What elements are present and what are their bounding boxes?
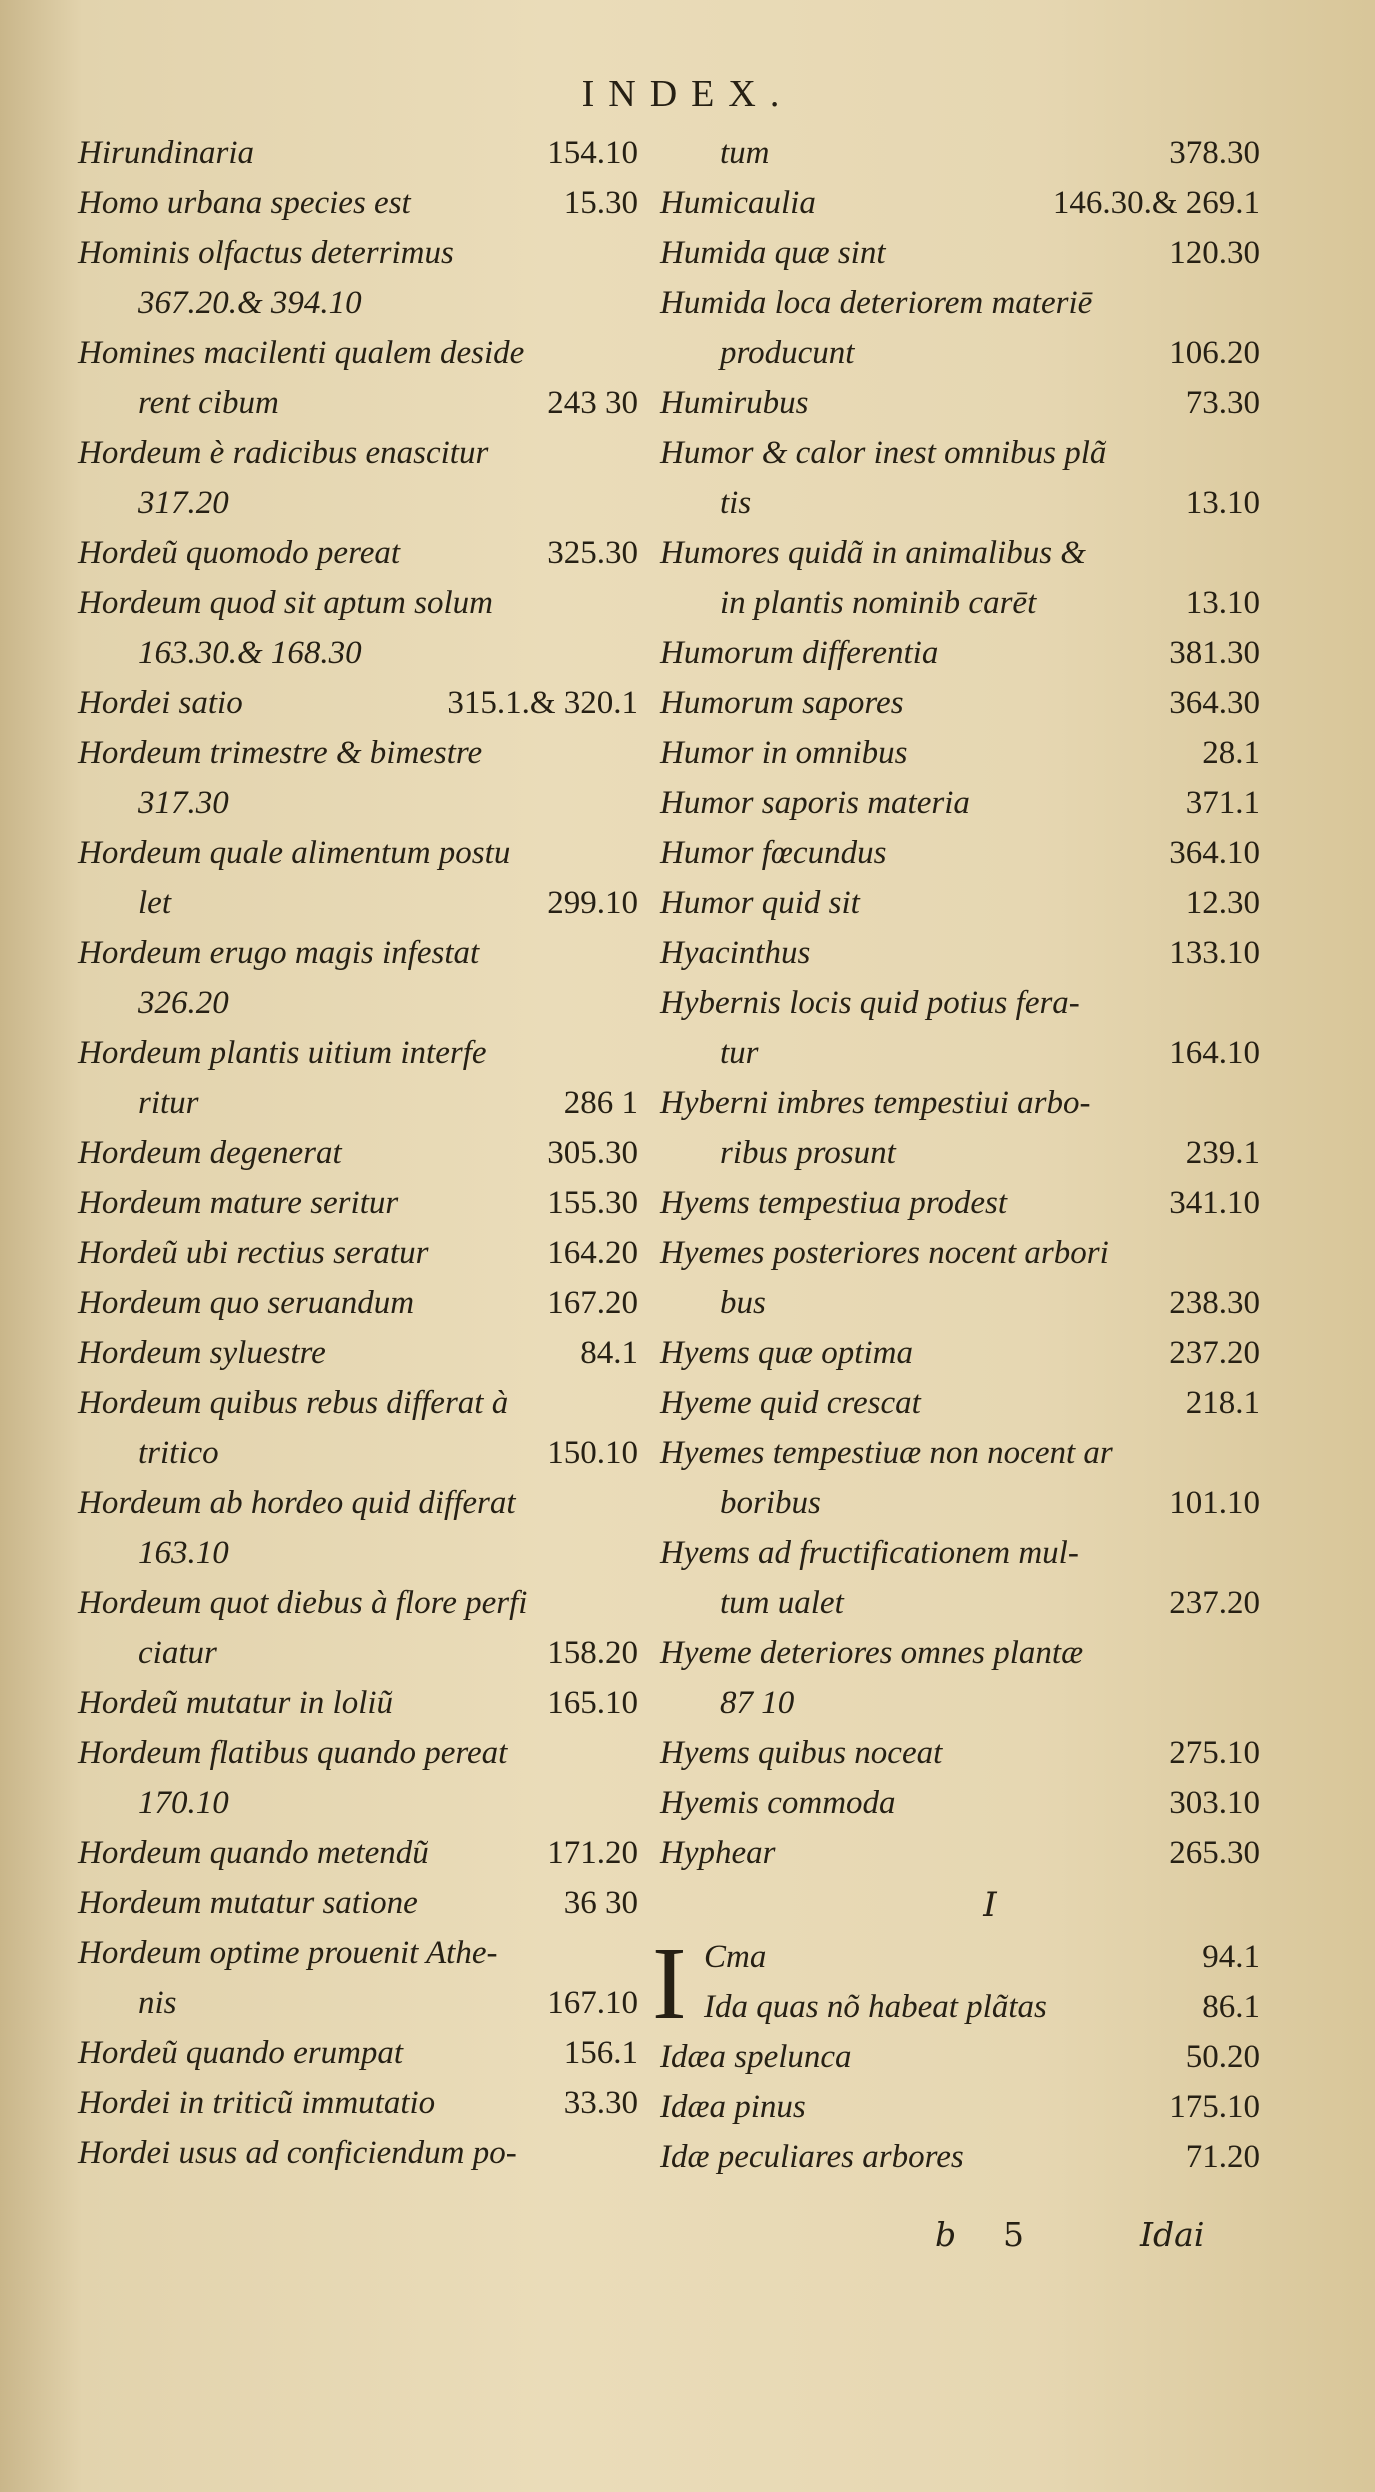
index-line — [660, 1428, 1260, 1478]
page-reference: 146.30.& 269.1 — [1052, 185, 1260, 221]
page-reference: 371.1 — [1185, 785, 1260, 821]
index-line — [78, 1578, 638, 1628]
index-line — [78, 278, 638, 328]
entry-text: Hyphear — [660, 1835, 776, 1871]
entry-text: Humor fœcundus — [660, 835, 887, 871]
index-line — [660, 2082, 1260, 2132]
page-reference: 275.10 — [1169, 1735, 1260, 1771]
page-reference: 156.1 — [563, 2035, 638, 2071]
index-line — [660, 2032, 1260, 2082]
entry-text: Humor in omnibus — [660, 735, 908, 771]
entry-text: Hyberni imbres tempestiui arbo- — [660, 1085, 1091, 1121]
entry-text: Hordeum erugo magis infestat — [78, 935, 480, 971]
page-reference: 154.10 — [547, 135, 638, 171]
right-column — [652, 128, 1260, 2182]
index-line — [660, 478, 1260, 528]
page-reference: 237.20 — [1169, 1585, 1260, 1621]
entry-text: Hordeum quando metendũ — [78, 1835, 429, 1871]
index-line — [78, 428, 638, 478]
index-line — [660, 178, 1260, 228]
index-line — [660, 278, 1260, 328]
page-reference: 381.30 — [1169, 635, 1260, 671]
page-reference: 218.1 — [1185, 1385, 1260, 1421]
entry-text: Hordeum quale alimentum postu — [78, 835, 511, 871]
entry-text: Humida loca deteriorem materiē — [660, 285, 1093, 321]
index-line — [78, 1978, 638, 2028]
entry-continuation: 163.10 — [138, 1535, 229, 1571]
signature-number: 5 — [1003, 2215, 1024, 2254]
entry-continuation: ciatur — [138, 1635, 217, 1671]
index-line — [660, 1078, 1260, 1128]
entry-text: Hordeum ab hordeo quid differat — [78, 1485, 516, 1521]
entry-text: Humorum sapores — [660, 685, 904, 721]
entry-text: Hordeũ mutatur in loliũ — [78, 1685, 394, 1721]
page-reference: 286 1 — [563, 1085, 638, 1121]
page-reference: 239.1 — [1185, 1135, 1260, 1171]
entry-text: Idæa spelunca — [660, 2039, 852, 2075]
page-reference: 299.10 — [547, 885, 638, 921]
index-line — [660, 1628, 1260, 1678]
index-line — [78, 1828, 638, 1878]
index-line — [660, 978, 1260, 1028]
entry-text: Hyemis commoda — [660, 1785, 896, 1821]
page-reference: 101.10 — [1169, 1485, 1260, 1521]
entry-text: Hordeum quibus rebus differat à — [78, 1385, 509, 1421]
page-reference: 315.1.& 320.1 — [447, 685, 638, 721]
page-reference: 175.10 — [1169, 2089, 1260, 2125]
entry-continuation: 163.30.& 168.30 — [138, 635, 362, 671]
entry-text: Humor saporis materia — [660, 785, 970, 821]
entry-text: Hyemes tempestiuæ non nocent ar — [660, 1435, 1113, 1471]
index-line — [660, 778, 1260, 828]
entry-text: Idæ peculiares arbores — [660, 2139, 964, 2175]
page-reference: 341.10 — [1169, 1185, 1260, 1221]
index-line — [78, 178, 638, 228]
entry-text: Hordeum è radicibus enascitur — [78, 435, 489, 471]
index-line — [78, 1528, 638, 1578]
entry-text: Hordeum syluestre — [78, 1335, 326, 1371]
entry-text: Hordeum plantis uitium interfe — [78, 1035, 487, 1071]
index-line — [78, 1178, 638, 1228]
entry-continuation: in plantis nominib carēt — [720, 585, 1037, 621]
index-line — [660, 1728, 1260, 1778]
index-line — [78, 478, 638, 528]
index-line — [78, 1778, 638, 1828]
entry-text: Hybernis locis quid potius fera- — [660, 985, 1080, 1021]
entry-text: Hyems ad fructificationem mul- — [660, 1535, 1079, 1571]
entry-continuation: 317.20 — [138, 485, 229, 521]
index-line — [660, 1778, 1260, 1828]
entry-text: Hordeum quod sit aptum solum — [78, 585, 493, 621]
page-reference: 50.20 — [1185, 2039, 1260, 2075]
page-reference: 364.10 — [1169, 835, 1260, 871]
entry-text: Hordeum quo seruandum — [78, 1285, 415, 1321]
entry-text: Humor quid sit — [660, 885, 860, 921]
entry-continuation: tum ualet — [720, 1585, 844, 1621]
index-line — [78, 1078, 638, 1128]
index-line — [78, 728, 638, 778]
page-header: INDEX. — [581, 73, 794, 115]
page-reference: 73.30 — [1185, 385, 1260, 421]
index-line — [78, 878, 638, 928]
entry-text: Hordei in triticũ immutatio — [78, 2085, 436, 2121]
index-line — [78, 628, 638, 678]
index-line — [78, 1428, 638, 1478]
page-reference: 84.1 — [580, 1335, 638, 1371]
entry-text: Hirundinaria — [78, 135, 255, 171]
entry-text: Hominis olfactus deterrimus — [78, 235, 454, 271]
page-reference: 325.30 — [547, 535, 638, 571]
entry-continuation: boribus — [720, 1485, 821, 1521]
entry-continuation: ribus prosunt — [720, 1135, 896, 1171]
index-line — [78, 578, 638, 628]
page-reference: 378.30 — [1169, 135, 1260, 171]
page-reference: 243 30 — [547, 385, 638, 421]
page-reference: 171.20 — [547, 1835, 638, 1871]
index-line — [78, 228, 638, 278]
index-line — [78, 828, 638, 878]
page-reference: 265.30 — [1169, 1835, 1260, 1871]
index-line — [660, 728, 1260, 778]
index-line — [660, 2132, 1260, 2182]
page-reference: 15.30 — [563, 185, 638, 221]
entry-text: Hyems tempestiua prodest — [660, 1185, 1008, 1221]
index-line — [660, 1378, 1260, 1428]
entry-text: Idæa pinus — [660, 2089, 806, 2125]
entry-text: Hordei usus ad conficiendum po- — [78, 2135, 517, 2171]
index-line — [660, 1278, 1260, 1328]
entry-text: Hyems quæ optima — [660, 1335, 913, 1371]
index-line — [660, 1328, 1260, 1378]
index-line — [660, 928, 1260, 978]
index-line — [78, 378, 638, 428]
entry-continuation: 317.30 — [138, 785, 229, 821]
entry-text: Hordeum mutatur satione — [78, 1885, 418, 1921]
entry-text: Homo urbana species est — [78, 185, 411, 221]
index-line — [660, 1578, 1260, 1628]
page-reference: 13.10 — [1185, 485, 1260, 521]
page-reference: 86.1 — [1202, 1989, 1260, 2025]
index-line — [660, 1528, 1260, 1578]
page-reference: 164.10 — [1169, 1035, 1260, 1071]
entry-text: Humor & calor inest omnibus plã — [660, 435, 1107, 471]
entry-text: Humorum differentia — [660, 635, 939, 671]
entry-continuation: tur — [720, 1035, 759, 1071]
index-line — [78, 128, 638, 178]
index-line — [660, 378, 1260, 428]
index-line — [78, 1328, 638, 1378]
entry-continuation: rent cibum — [138, 385, 279, 421]
entry-text: Hordeum flatibus quando pereat — [78, 1735, 508, 1771]
page-reference: 167.10 — [547, 1985, 638, 2021]
entry-text: Hyacinthus — [660, 935, 811, 971]
index-line — [660, 528, 1260, 578]
index-line — [660, 1228, 1260, 1278]
entry-text: Humores quidã in animalibus & — [660, 535, 1086, 571]
page-reference: 36 30 — [563, 1885, 638, 1921]
entry-text: Hordeũ quando erumpat — [78, 2035, 404, 2071]
page-reference: 120.30 — [1169, 235, 1260, 271]
entry-text: Hordeũ quomodo pereat — [78, 535, 401, 571]
entry-continuation: tis — [720, 485, 752, 521]
index-line — [660, 628, 1260, 678]
page-reference: 106.20 — [1169, 335, 1260, 371]
index-line — [78, 328, 638, 378]
index-line — [78, 1128, 638, 1178]
page-reference: 28.1 — [1202, 735, 1260, 771]
entry-text: Humicaulia — [660, 185, 816, 221]
entry-text: Hordei satio — [78, 685, 243, 721]
index-line — [78, 1478, 638, 1528]
page-reference: 305.30 — [547, 1135, 638, 1171]
page-reference: 167.20 — [547, 1285, 638, 1321]
entry-text: Hordeum optime prouenit Athe- — [78, 1935, 498, 1971]
entry-text: Hordeum degenerat — [78, 1135, 342, 1171]
index-line — [78, 528, 638, 578]
page-reference: 133.10 — [1169, 935, 1260, 971]
page-reference: 303.10 — [1169, 1785, 1260, 1821]
page-reference: 238.30 — [1169, 1285, 1260, 1321]
page-reference: 33.30 — [563, 2085, 638, 2121]
entry-text: Homines macilenti qualem deside — [78, 335, 525, 371]
index-line — [660, 1128, 1260, 1178]
index-line — [660, 878, 1260, 928]
index-line — [660, 228, 1260, 278]
entry-text: Hordeum mature seritur — [78, 1185, 399, 1221]
index-line — [78, 1278, 638, 1328]
entry-continuation: tritico — [138, 1435, 219, 1471]
index-line — [660, 1478, 1260, 1528]
section-i-entries — [652, 1926, 1260, 2182]
entry-text: Humirubus — [660, 385, 809, 421]
index-line — [660, 1028, 1260, 1078]
index-line — [660, 828, 1260, 878]
index-line — [78, 1628, 638, 1678]
entry-text: Hyeme quid crescat — [660, 1385, 921, 1421]
index-line — [660, 678, 1260, 728]
entry-text: Humida quæ sint — [660, 235, 886, 271]
entry-text: Hyeme deteriores omnes plantæ — [660, 1635, 1084, 1671]
page-reference: 150.10 — [547, 1435, 638, 1471]
page-reference: 158.20 — [547, 1635, 638, 1671]
entry-continuation: let — [138, 885, 171, 921]
page-reference: 155.30 — [547, 1185, 638, 1221]
entry-continuation: 367.20.& 394.10 — [138, 285, 362, 321]
index-line — [78, 1678, 638, 1728]
entry-continuation: 87 10 — [720, 1685, 795, 1721]
index-line — [78, 778, 638, 828]
entry-text: Hordeum quot diebus à flore perfi — [78, 1585, 528, 1621]
entry-text: Cma — [704, 1939, 767, 1975]
entry-text: Hyemes posteriores nocent arbori — [660, 1235, 1109, 1271]
page-reference: 71.20 — [1185, 2139, 1260, 2175]
index-line — [660, 428, 1260, 478]
entry-continuation: bus — [720, 1285, 766, 1321]
page-reference: 165.10 — [547, 1685, 638, 1721]
index-line — [78, 1378, 638, 1428]
index-line — [660, 1828, 1260, 1878]
drop-cap: I — [652, 1926, 687, 2041]
entry-continuation: 170.10 — [138, 1785, 229, 1821]
index-line — [78, 978, 638, 1028]
index-line — [660, 578, 1260, 628]
index-line — [78, 1878, 638, 1928]
entry-continuation: tum — [720, 135, 770, 171]
index-line — [660, 328, 1260, 378]
entry-text: Ida quas nõ habeat plãtas — [704, 1989, 1047, 2025]
index-line — [78, 1928, 638, 1978]
index-line — [78, 1028, 638, 1078]
page-reference: 364.30 — [1169, 685, 1260, 721]
index-line — [78, 2128, 638, 2178]
left-column — [78, 128, 638, 2178]
section-letter: I — [983, 1885, 997, 1925]
index-line — [660, 1982, 1260, 2032]
index-line — [660, 1178, 1260, 1228]
page-reference: 164.20 — [547, 1235, 638, 1271]
index-line — [660, 1932, 1260, 1982]
entry-continuation: producunt — [720, 335, 855, 371]
index-line — [78, 928, 638, 978]
page-reference: 94.1 — [1202, 1939, 1260, 1975]
index-line — [78, 1728, 638, 1778]
index-line — [660, 128, 1260, 178]
index-line — [78, 678, 638, 728]
signature-mark: b — [935, 2215, 957, 2254]
page-reference: 13.10 — [1185, 585, 1260, 621]
index-line — [660, 1678, 1260, 1728]
page-reference: 237.20 — [1169, 1335, 1260, 1371]
index-line — [78, 1228, 638, 1278]
catchword: Idai — [1140, 2215, 1205, 2254]
entry-continuation: ritur — [138, 1085, 199, 1121]
entry-continuation: 326.20 — [138, 985, 229, 1021]
page-reference: 12.30 — [1185, 885, 1260, 921]
index-line — [78, 2078, 638, 2128]
entry-text: Hyems quibus noceat — [660, 1735, 943, 1771]
entry-continuation: nis — [138, 1985, 177, 2021]
index-line — [78, 2028, 638, 2078]
entry-text: Hordeũ ubi rectius seratur — [78, 1235, 429, 1271]
entry-text: Hordeum trimestre & bimestre — [78, 735, 483, 771]
